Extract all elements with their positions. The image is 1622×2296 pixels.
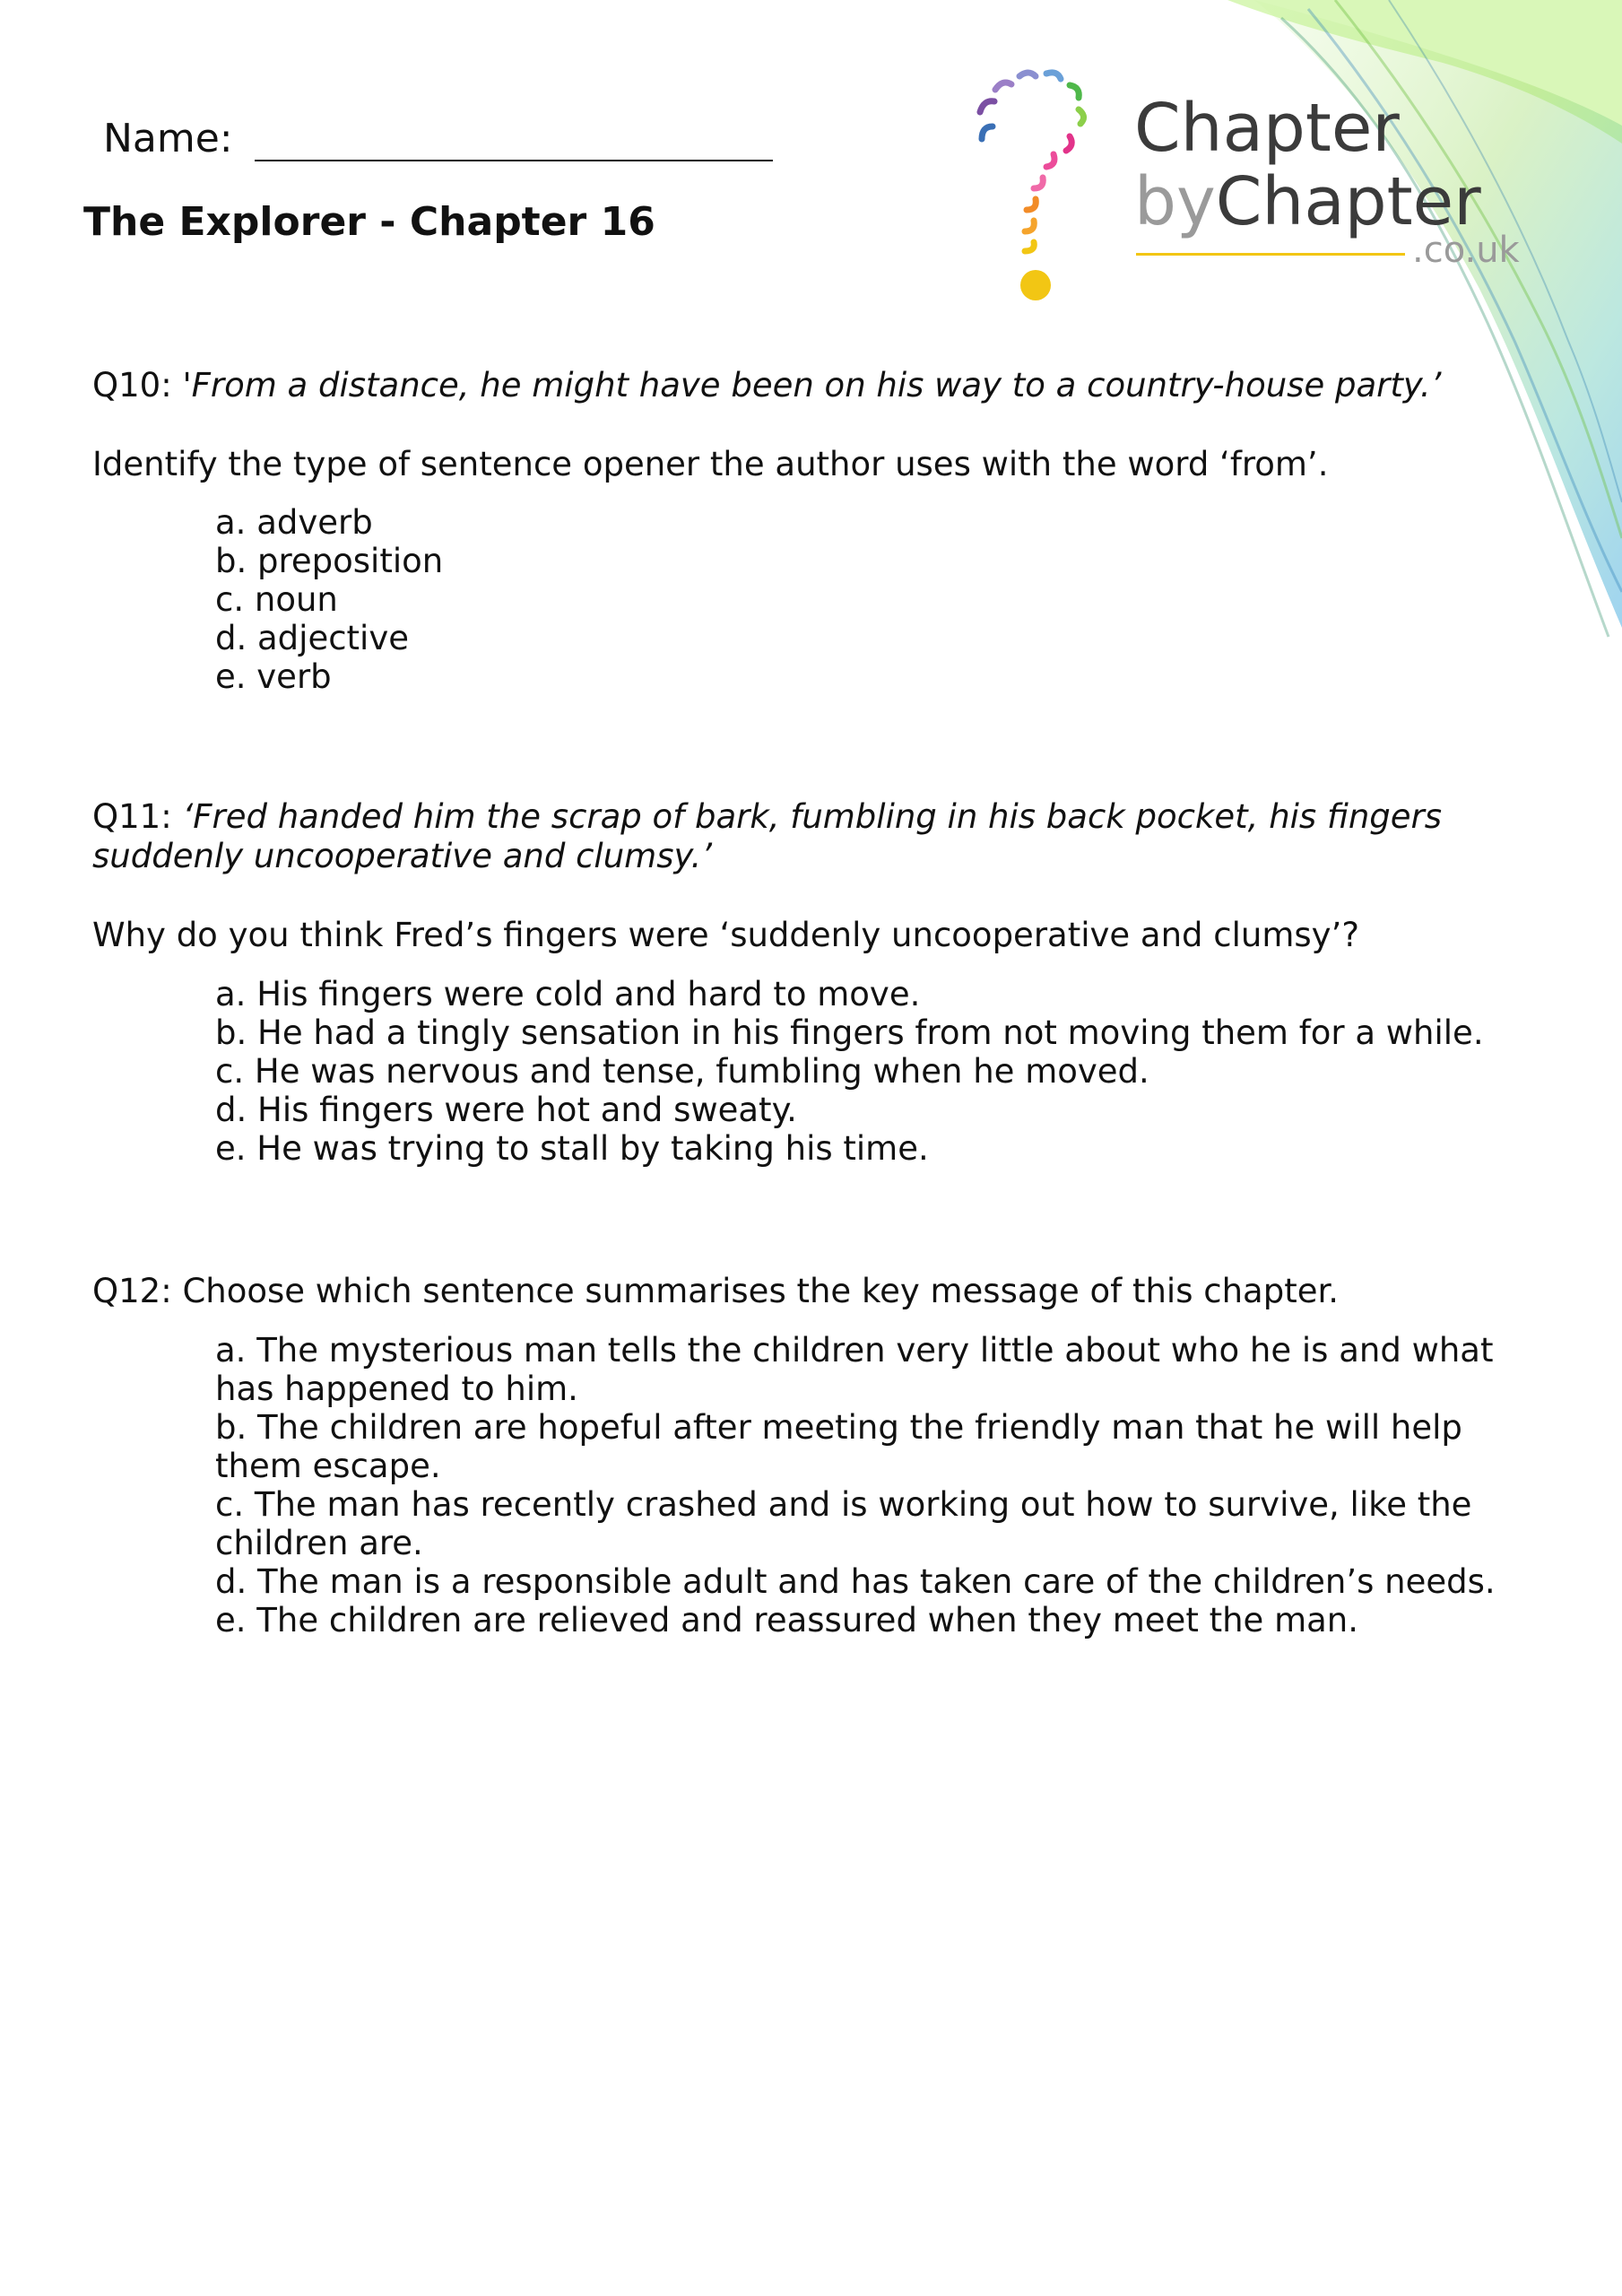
q10-option-b[interactable]: b. preposition <box>215 542 444 580</box>
q12-option-b[interactable]: b. The children are hopeful after meeting the friendly man that he will help <box>215 1408 1462 1447</box>
q10-option-c[interactable]: c. noun <box>215 580 338 619</box>
q10-quote: 'From a distance, he might have been on his way to a country-house party.’ <box>182 366 1442 404</box>
q10-prompt: Identify the type of sentence opener the author uses with the word ‘from’. <box>92 445 1329 483</box>
logo-underline <box>1136 253 1405 256</box>
q11-prompt: Why do you think Fred’s fingers were ‘suddenly uncooperative and clumsy’? <box>92 916 1359 954</box>
q12-label: Q12: <box>92 1272 172 1310</box>
q11-label: Q11: <box>92 797 172 836</box>
q10-option-a[interactable]: a. adverb <box>215 503 373 542</box>
q12-option-c-cont[interactable]: children are. <box>215 1524 423 1562</box>
q11-quote-line-2: suddenly uncooperative and clumsy.’ <box>92 837 713 875</box>
q11-option-b[interactable]: b. He had a tingly sensation in his fingers from not moving them for a while. <box>215 1013 1484 1052</box>
q12-option-c[interactable]: c. The man has recently crashed and is working out how to survive, like the <box>215 1485 1472 1524</box>
q11-option-d[interactable]: d. His fingers were hot and sweaty. <box>215 1091 797 1129</box>
q11-quote-line-1: ‘Fred handed him the scrap of bark, fumbling in his back pocket, his fingers <box>182 797 1443 836</box>
q10-option-e[interactable]: e. verb <box>215 657 332 696</box>
logo-text-by: by <box>1134 163 1216 240</box>
name-label: Name: <box>103 116 233 161</box>
name-field-row <box>103 115 773 161</box>
q10-label: Q10: <box>92 366 172 404</box>
q11-option-e[interactable]: e. He was trying to stall by taking his time. <box>215 1129 929 1168</box>
q11-option-a[interactable]: a. His fingers were cold and hard to move. <box>215 975 921 1013</box>
q12-prompt: Choose which sentence summarises the key message of this chapter. <box>182 1272 1340 1310</box>
chapter-by-chapter-logo <box>964 54 1538 314</box>
question-mark-books-icon <box>964 54 1121 314</box>
q12-question <box>92 1272 1339 1311</box>
q12-option-b-cont[interactable]: them escape. <box>215 1447 441 1485</box>
page-title: The Explorer - Chapter 16 <box>83 199 655 245</box>
logo-text-chapter-2: Chapter <box>1215 163 1481 240</box>
q11-option-c[interactable]: c. He was nervous and tense, fumbling when he moved. <box>215 1052 1149 1091</box>
logo-text-by-chapter <box>1134 163 1481 240</box>
q12-option-d[interactable]: d. The man is a responsible adult and has taken care of the children’s needs. <box>215 1562 1496 1601</box>
q10-option-d[interactable]: d. adjective <box>215 619 410 657</box>
name-write-line[interactable] <box>255 115 773 161</box>
q12-option-a-cont[interactable]: has happened to him. <box>215 1370 578 1408</box>
logo-text-chapter: Chapter <box>1134 90 1400 167</box>
q12-option-e[interactable]: e. The children are relieved and reassured when they meet the man. <box>215 1601 1359 1639</box>
q12-option-a[interactable]: a. The mysterious man tells the children very little about who he is and what <box>215 1331 1494 1370</box>
q10-question <box>92 366 1441 405</box>
logo-domain: .co.uk <box>1412 230 1520 271</box>
q11-question <box>92 797 1442 837</box>
